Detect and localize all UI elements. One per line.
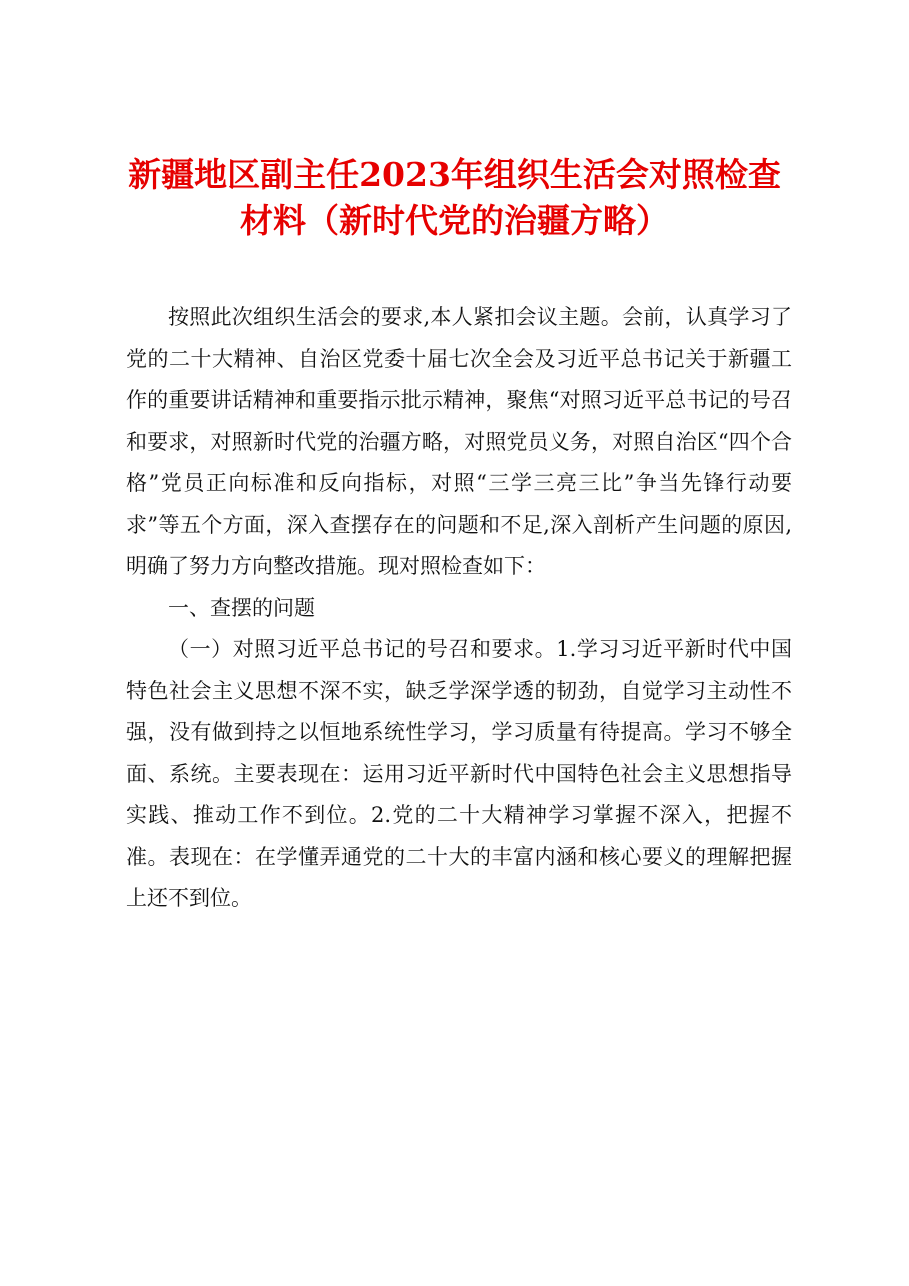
- section-heading: 一、查摆的问题: [168, 595, 315, 620]
- title-line-1: 新疆地区副主任2023年组织生活会对照检查: [128, 155, 781, 194]
- intro-paragraph: 按照此次组织生活会的要求,本人紧扣会议主题。会前，认真学习了党的二十大精神、自治区党委十届七次全会及习近平总书记关于新疆工作的重要讲话精神和重要指示批示精神，聚焦“对照习近平总书记的号召和要求，对照新时代党的治疆方略，对照党员义务，对照自治区“四个合格”党员正向标准和反向指标，对照“三学三亮三比”争当先锋行动要求”等五个方面，深入查摆存在的问题和不足,深入剖析产生问题的原因,明确了努力方向整改措施。现对照检查如下：: [126, 305, 792, 578]
- document-body: [126, 297, 792, 920]
- document-title: [100, 152, 809, 244]
- problem-paragraph: （一）对照习近平总书记的号召和要求。1.学习习近平新时代中国特色社会主义思想不深不实，缺乏学深学透的韧劲，自觉学习主动性不强，没有做到持之以恒地系统性学习，学习质量有待提高。学习不够全面、系统。主要表现在：运用习近平新时代中国特色社会主义思想指导实践、推动工作不到位。2.党的二十大精神学习掌握不深入，把握不准。表现在：在学懂弄通党的二十大的丰富内涵和核心要义的理解把握上还不到位。: [126, 637, 792, 910]
- title-line-2: 材料（新时代党的治疆方略）: [240, 201, 669, 240]
